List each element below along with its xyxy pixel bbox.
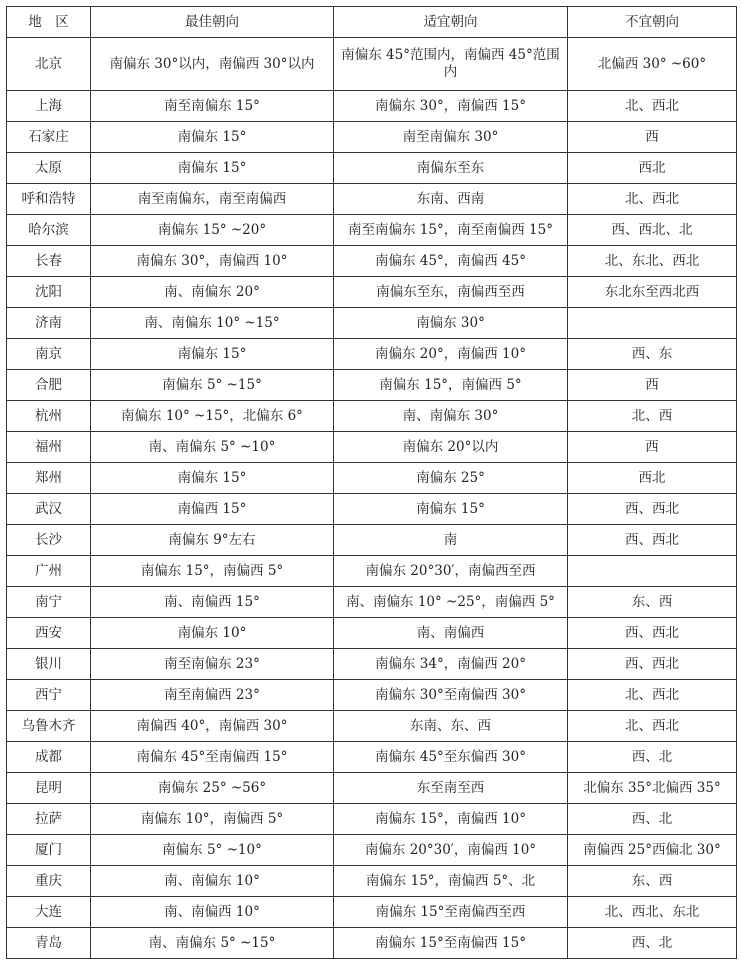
cell-best-orientation: 南偏东 10°，南偏西 5° (91, 804, 334, 835)
cell-best-orientation: 南偏东 45°至南偏西 15° (91, 742, 334, 773)
cell-suitable-orientation: 南偏东 15° (334, 494, 568, 525)
cell-suitable-orientation: 南至南偏东 15°，南至南偏西 15° (334, 215, 568, 246)
cell-region: 哈尔滨 (7, 215, 91, 246)
cell-region: 济南 (7, 308, 91, 339)
cell-region: 昆明 (7, 773, 91, 804)
table-row (7, 401, 737, 432)
cell-region: 拉萨 (7, 804, 91, 835)
cell-unsuitable-orientation: 北、西北 (568, 680, 737, 711)
table-row (7, 122, 737, 153)
table-body (7, 38, 737, 959)
cell-best-orientation: 南、南偏东 5° ~10° (91, 432, 334, 463)
cell-unsuitable-orientation: 西、西北 (568, 618, 737, 649)
table-row (7, 711, 737, 742)
cell-unsuitable-orientation: 东北东至西北西 (568, 277, 737, 308)
cell-best-orientation: 南、南偏西 10° (91, 897, 334, 928)
cell-unsuitable-orientation: 东、西 (568, 587, 737, 618)
cell-suitable-orientation: 南偏东 20°30′，南偏西至西 (334, 556, 568, 587)
table-row (7, 91, 737, 122)
cell-suitable-orientation: 东南、西南 (334, 184, 568, 215)
cell-best-orientation: 南、南偏西 15° (91, 587, 334, 618)
cell-unsuitable-orientation: 西 (568, 122, 737, 153)
cell-unsuitable-orientation: 西、西北 (568, 525, 737, 556)
cell-region: 武汉 (7, 494, 91, 525)
cell-best-orientation: 南至南偏西 23° (91, 680, 334, 711)
cell-best-orientation: 南偏东 30°，南偏西 10° (91, 246, 334, 277)
cell-suitable-orientation: 南、南偏东 30° (334, 401, 568, 432)
cell-best-orientation: 南、南偏东 10° (91, 866, 334, 897)
cell-best-orientation: 南偏东 30°以内，南偏西 30°以内 (91, 38, 334, 91)
cell-unsuitable-orientation: 北、西北 (568, 184, 737, 215)
table-row (7, 866, 737, 897)
cell-unsuitable-orientation: 西北 (568, 463, 737, 494)
table-row (7, 587, 737, 618)
cell-suitable-orientation: 南偏东 15°至南偏西 15° (334, 928, 568, 959)
cell-unsuitable-orientation (568, 308, 737, 339)
cell-unsuitable-orientation: 西、北 (568, 804, 737, 835)
table-row (7, 928, 737, 959)
cell-region: 郑州 (7, 463, 91, 494)
cell-unsuitable-orientation: 北、西北 (568, 711, 737, 742)
header-best-orientation: 最佳朝向 (91, 7, 334, 38)
header-unsuitable-orientation: 不宜朝向 (568, 7, 737, 38)
cell-unsuitable-orientation: 西北 (568, 153, 737, 184)
cell-best-orientation: 南、南偏东 10° ~15° (91, 308, 334, 339)
cell-suitable-orientation: 南偏东 45°至东偏西 30° (334, 742, 568, 773)
cell-best-orientation: 南偏东 5° ~10° (91, 835, 334, 866)
cell-region: 长春 (7, 246, 91, 277)
cell-suitable-orientation: 南偏东 15°至南偏西至西 (334, 897, 568, 928)
table-row (7, 463, 737, 494)
cell-best-orientation: 南偏东 15° (91, 153, 334, 184)
table-row (7, 897, 737, 928)
cell-unsuitable-orientation: 北、西北 (568, 91, 737, 122)
cell-best-orientation: 南至南偏东 15° (91, 91, 334, 122)
cell-region: 太原 (7, 153, 91, 184)
cell-unsuitable-orientation: 西、西北 (568, 649, 737, 680)
cell-suitable-orientation: 南偏东 15°，南偏西 5°、北 (334, 866, 568, 897)
table-row (7, 773, 737, 804)
cell-suitable-orientation: 南偏东 25° (334, 463, 568, 494)
cell-suitable-orientation: 南偏东 45°范围内，南偏西 45°范围内 (334, 38, 568, 91)
cell-unsuitable-orientation: 西、西北 (568, 494, 737, 525)
cell-region: 长沙 (7, 525, 91, 556)
table-row (7, 432, 737, 463)
cell-best-orientation: 南偏东 10° ~15°，北偏东 6° (91, 401, 334, 432)
cell-region: 大连 (7, 897, 91, 928)
cell-region: 西宁 (7, 680, 91, 711)
table-row (7, 804, 737, 835)
table-row (7, 153, 737, 184)
cell-suitable-orientation: 南偏东 20°30′，南偏西 10° (334, 835, 568, 866)
cell-unsuitable-orientation: 西、北 (568, 742, 737, 773)
table-row (7, 525, 737, 556)
cell-region: 南宁 (7, 587, 91, 618)
table-row (7, 308, 737, 339)
cell-best-orientation: 南、南偏东 20° (91, 277, 334, 308)
cell-region: 西安 (7, 618, 91, 649)
header-region: 地 区 (7, 7, 91, 38)
cell-unsuitable-orientation: 北、东北、西北 (568, 246, 737, 277)
cell-region: 沈阳 (7, 277, 91, 308)
cell-suitable-orientation: 南、南偏东 10° ~25°，南偏西 5° (334, 587, 568, 618)
cell-suitable-orientation: 南偏东至东 (334, 153, 568, 184)
cell-region: 福州 (7, 432, 91, 463)
cell-region: 乌鲁木齐 (7, 711, 91, 742)
cell-region: 石家庄 (7, 122, 91, 153)
cell-unsuitable-orientation: 西、东 (568, 339, 737, 370)
cell-best-orientation: 南偏东 5° ~15° (91, 370, 334, 401)
cell-best-orientation: 南、南偏东 5° ~15° (91, 928, 334, 959)
cell-suitable-orientation: 东至南至西 (334, 773, 568, 804)
orientation-table (6, 6, 737, 959)
cell-suitable-orientation: 南偏东 15°，南偏西 5° (334, 370, 568, 401)
table-row (7, 277, 737, 308)
cell-unsuitable-orientation: 南偏西 25°西偏北 30° (568, 835, 737, 866)
table-row (7, 339, 737, 370)
cell-unsuitable-orientation (568, 556, 737, 587)
cell-best-orientation: 南偏东 9°左右 (91, 525, 334, 556)
table-row (7, 494, 737, 525)
cell-suitable-orientation: 南偏东 15°，南偏西 10° (334, 804, 568, 835)
table-row (7, 246, 737, 277)
header-suitable-orientation: 适宜朝向 (334, 7, 568, 38)
table-row (7, 680, 737, 711)
cell-region: 重庆 (7, 866, 91, 897)
cell-suitable-orientation: 南偏东 30°，南偏西 15° (334, 91, 568, 122)
cell-suitable-orientation: 南偏东至东，南偏西至西 (334, 277, 568, 308)
cell-suitable-orientation: 南偏东 20°，南偏西 10° (334, 339, 568, 370)
cell-best-orientation: 南偏东 15° ~20° (91, 215, 334, 246)
cell-region: 上海 (7, 91, 91, 122)
cell-unsuitable-orientation: 北、西 (568, 401, 737, 432)
cell-best-orientation: 南偏东 15° (91, 122, 334, 153)
cell-unsuitable-orientation: 西 (568, 370, 737, 401)
cell-best-orientation: 南偏东 15° (91, 463, 334, 494)
table-row (7, 215, 737, 246)
cell-suitable-orientation: 南偏东 30° (334, 308, 568, 339)
cell-region: 北京 (7, 38, 91, 91)
cell-suitable-orientation: 东南、东、西 (334, 711, 568, 742)
cell-best-orientation: 南偏东 15° (91, 339, 334, 370)
cell-suitable-orientation: 南偏东 20°以内 (334, 432, 568, 463)
table-row (7, 38, 737, 91)
cell-unsuitable-orientation: 东、西 (568, 866, 737, 897)
cell-best-orientation: 南至南偏东 23° (91, 649, 334, 680)
cell-region: 银川 (7, 649, 91, 680)
cell-best-orientation: 南偏东 10° (91, 618, 334, 649)
table-row (7, 649, 737, 680)
cell-best-orientation: 南偏西 40°，南偏西 30° (91, 711, 334, 742)
table-row (7, 742, 737, 773)
cell-unsuitable-orientation: 西 (568, 432, 737, 463)
cell-unsuitable-orientation: 西、西北、北 (568, 215, 737, 246)
table-header-row (7, 7, 737, 38)
cell-region: 厦门 (7, 835, 91, 866)
cell-region: 合肥 (7, 370, 91, 401)
cell-suitable-orientation: 南偏东 30°至南偏西 30° (334, 680, 568, 711)
cell-suitable-orientation: 南 (334, 525, 568, 556)
table-row (7, 184, 737, 215)
table-row (7, 370, 737, 401)
cell-unsuitable-orientation: 北偏东 35°北偏西 35° (568, 773, 737, 804)
cell-best-orientation: 南至南偏东，南至南偏西 (91, 184, 334, 215)
cell-unsuitable-orientation: 北、西北、东北 (568, 897, 737, 928)
cell-suitable-orientation: 南偏东 45°，南偏西 45° (334, 246, 568, 277)
cell-suitable-orientation: 南偏东 34°，南偏西 20° (334, 649, 568, 680)
table-row (7, 835, 737, 866)
cell-region: 杭州 (7, 401, 91, 432)
cell-suitable-orientation: 南至南偏东 30° (334, 122, 568, 153)
cell-region: 呼和浩特 (7, 184, 91, 215)
table-row (7, 556, 737, 587)
cell-unsuitable-orientation: 北偏西 30° ~60° (568, 38, 737, 91)
cell-region: 南京 (7, 339, 91, 370)
cell-suitable-orientation: 南、南偏西 (334, 618, 568, 649)
cell-region: 成都 (7, 742, 91, 773)
table-row (7, 618, 737, 649)
cell-region: 广州 (7, 556, 91, 587)
cell-best-orientation: 南偏东 25° ~56° (91, 773, 334, 804)
cell-unsuitable-orientation: 西、北 (568, 928, 737, 959)
cell-best-orientation: 南偏西 15° (91, 494, 334, 525)
cell-region: 青岛 (7, 928, 91, 959)
cell-best-orientation: 南偏东 15°，南偏西 5° (91, 556, 334, 587)
